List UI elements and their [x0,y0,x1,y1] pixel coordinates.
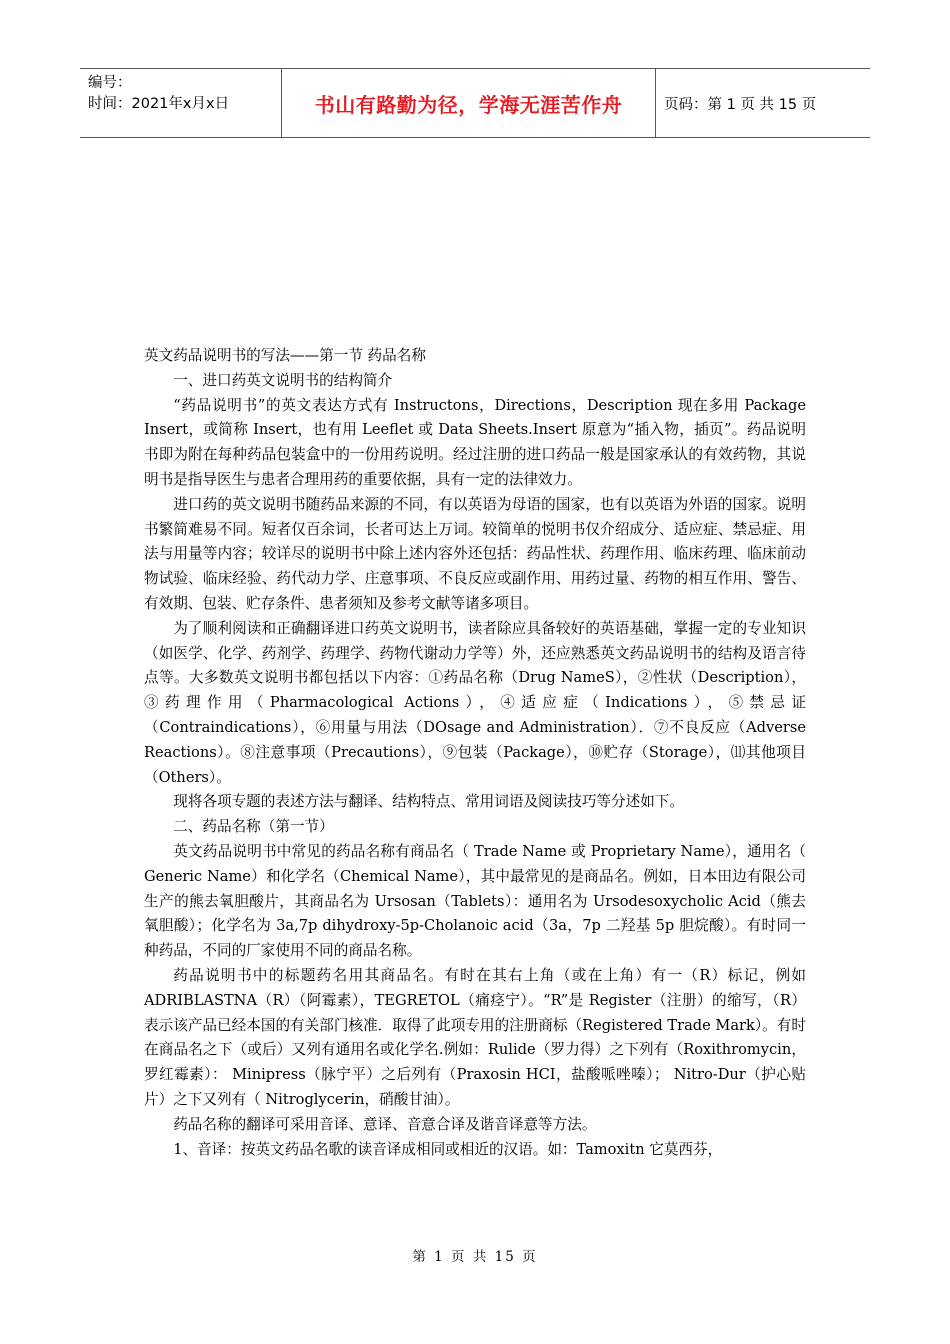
paragraph: 药品说明书中的标题药名用其商品名。有时在其右上角（或在上角）有一（R）标记，例如 ADRIBLASTNA（R）（阿霉素），TEGRETOL（痛痉宁）。“R”是 Register（注册）的缩写，（R）表示该产品已经本国的有关部门核准．取得了此项专用的注册商标（Registered Trade Mark）。有时在商品名之下（或后）又列有通用名或化学名.例如：Rulide（罗力得）之下列有（Roxithromycin，罗红霉素）： Minipress（脉宁平）之后列有（Praxosin HCI，盐酸哌唑嗪）； Nitro-Dur（护心贴片）之下又列有（ Nitroglycerin，硝酸甘油）。 [144,966,806,1108]
header-meta [80,69,282,137]
paragraph: 1、音译：按英文药品名歌的读音译成相同或相近的汉语。如：Tamoxitn 它莫西芬， [173,1140,723,1158]
paragraph: 英文药品说明书中常见的药品名称有商品名（ Trade Name 或 Proprietary Name），通用名（ Generic Name）和化学名（Chemical Name），其中最常见的是商品名。例如，日本田边有限公司生产的熊去氧胆酸片，其商品名为 Ursosan（Tablets）：通用名为 Ursodesoxycholic Acid（熊去氧胆酸）；化学名为 3a,7p dihydroxy-5p-Cholanoic acid（3a，7p 二羟基 5p 胆烷酸）。有时同一种药品，不同的厂家使用不同的商品名称。 [144,842,806,960]
paragraph: 为了顺利阅读和正确翻译进口药英文说明书，读者除应具备较好的英语基础，掌握一定的专业知识（如医学、化学、药剂学、药理学、药物代谢动力学等）外，还应熟悉英文药品说明书的结构及语言待点等。大多数英文说明书都包括以下内容：①药品名称（Drug NameS），②性状（Description），③药理作用（Pharmacological Actions），④适应症（Indications），⑤禁忌证（Contraindications），⑥用量与用法（DOsage and Administration）．⑦不良反应（Adverse Reactions）。⑧注意事项（Precautions），⑨包装（Package），⑩贮存（Storage），⑾其他项目（Others）。 [144,619,806,786]
document-date: 时间：2021年x月x日 [88,96,230,112]
document-body [144,344,806,1162]
paragraph: 现将各项专题的表述方法与翻译、结构特点、常用词语及阅读技巧等分述如下。 [173,793,684,811]
page-header [80,68,870,138]
paragraph: “药品说明书”的英文表达方式有 Instructons，Directions，Description 现在多用 Package Insert，或简称 Insert，也有用 Leeflet 或 Data Sheets.Insert 原意为“插入物，插页”。药品说明书即为附在每种药品包装盒中的一份用药说明。经过注册的进口药品一般是国家承认的有效药物，其说明书是指导医生与患者合理用药的重要依据，具有一定的法律效力。 [144,396,806,488]
header-motto: 书山有路勤为径，学海无涯苦作舟 [282,69,656,137]
header-page-info: 页码：第 1 页 共 15 页 [664,96,817,113]
section-heading: 一、进口药英文说明书的结构简介 [173,371,393,389]
document-number-label: 编号： [88,75,132,91]
paragraph: 进口药的英文说明书随药品来源的不同，有以英语为母语的国家，也有以英语为外语的国家。说明书繁简难易不同。短者仅百余词，长者可达上万词。较简单的悦明书仅介绍成分、适应症、禁忌症、用法与用量等内容；较详尽的说明书中除上述内容外还包括：药品性状、药理作用、临床药理、临床前动物试验、临床经验、药代动力学、庄意事项、不良反应或副作用、用药过量、药物的相互作用、警告、有效期、包装、贮存条件、患者须知及参考文献等诸多项目。 [144,495,806,612]
section-heading: 二、药品名称（第一节） [173,818,334,836]
paragraph: 药品名称的翻译可采用音译、意译、音意合译及谐音译意等方法。 [173,1115,597,1133]
document-title: 英文药品说明书的写法——第一节 药品名称 [144,347,426,364]
page-footer: 第 1 页 共 15 页 [412,1249,538,1265]
